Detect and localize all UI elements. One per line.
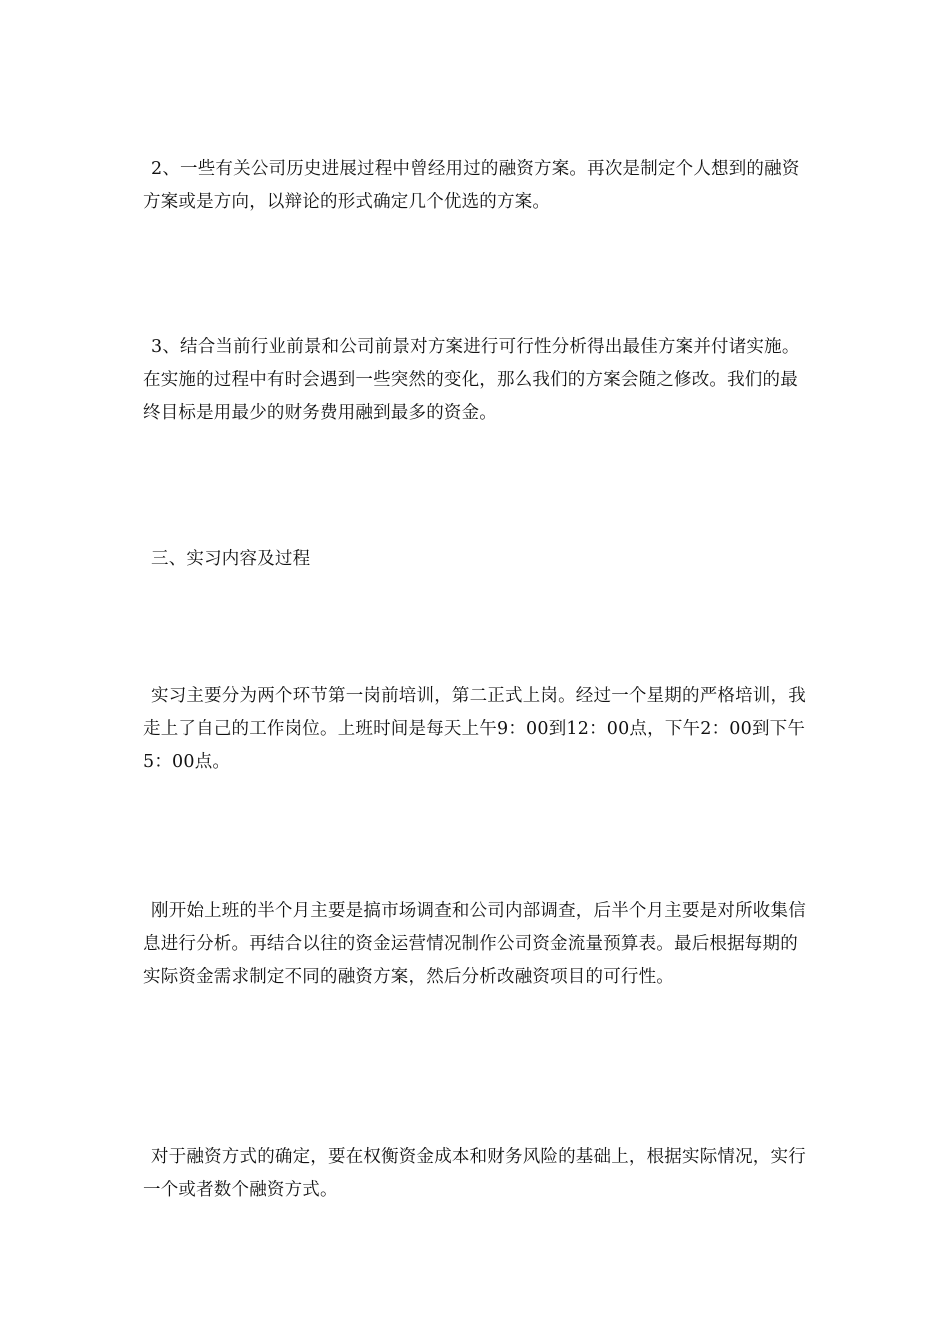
- paragraph-first-month-work: 刚开始上班的半个月主要是搞市场调查和公司内部调查，后半个月主要是对所收集信息进行分析。再结合以往的资金运营情况制作公司资金流量预算表。最后根据每期的实际资金需求制定不同的融资方案，然后分析改融资项目的可行性。: [143, 901, 806, 987]
- paragraph-financing-method: 对于融资方式的确定，要在权衡资金成本和财务风险的基础上，根据实际情况，实行一个或者数个融资方式。: [143, 1147, 806, 1200]
- section-heading-internship-content: 三、实习内容及过程: [151, 549, 311, 569]
- paragraph-internship-stages: 实习主要分为两个环节第一岗前培训，第二正式上岗。经过一个星期的严格培训，我走上了自己的工作岗位。上班时间是每天上午9：00到12：00点，下午2：00到下午5：00点。: [143, 686, 806, 772]
- paragraph-feasibility-analysis: 3、结合当前行业前景和公司前景对方案进行可行性分析得出最佳方案并付诸实施。在实施的过程中有时会遇到一些突然的变化，那么我们的方案会随之修改。我们的最终目标是用最少的财务费用融到最多的资金。: [143, 337, 800, 423]
- paragraph-financing-history: 2、一些有关公司历史进展过程中曾经用过的融资方案。再次是制定个人想到的融资方案或是方向，以辩论的形式确定几个优选的方案。: [143, 159, 800, 212]
